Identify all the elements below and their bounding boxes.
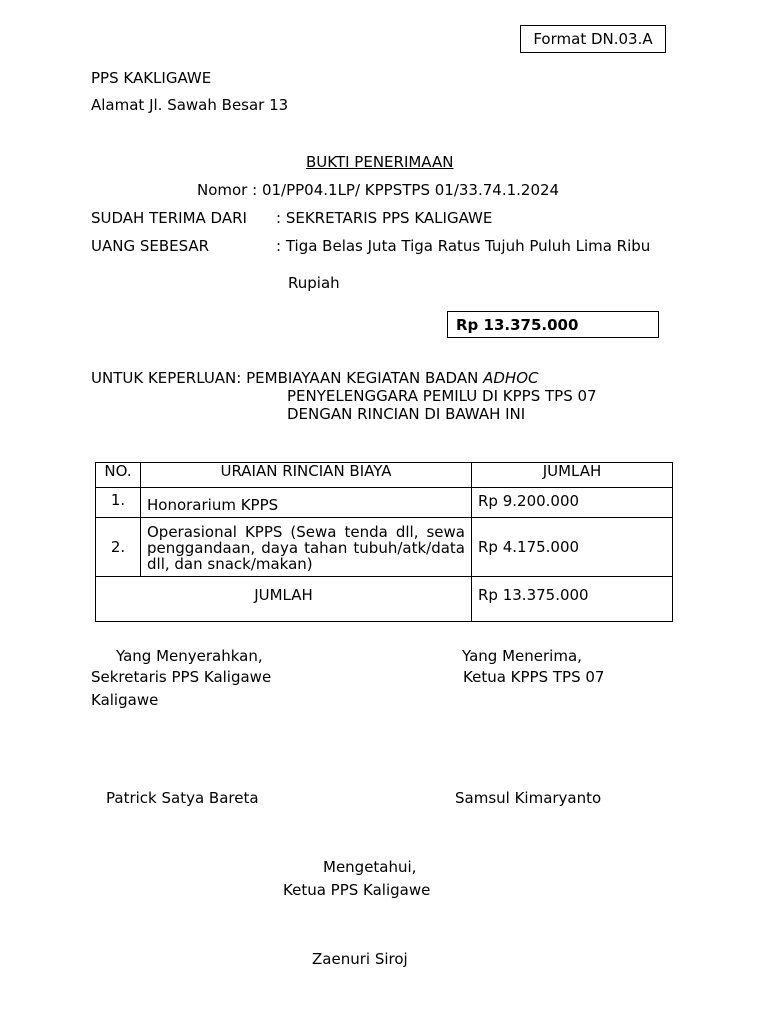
total-amount: Rp 13.375.000	[472, 577, 673, 622]
purpose-line1	[91, 369, 538, 387]
left-sign-name: Patrick Satya Bareta	[106, 789, 259, 807]
row-amount: Rp 9.200.000	[472, 488, 673, 518]
received-from-value: : SEKRETARIS PPS KALIGAWE	[276, 209, 493, 227]
format-code-box: Format DN.03.A	[520, 25, 666, 53]
row-no: 2.	[96, 518, 141, 577]
org-address: Alamat Jl. Sawah Besar 13	[91, 96, 289, 114]
amount-words-line2: Rupiah	[288, 274, 340, 292]
purpose-line2: PENYELENGGARA PEMILU DI KPPS TPS 07	[287, 387, 597, 405]
document-title: BUKTI PENERIMAAN	[306, 153, 454, 171]
center-sign-role: Mengetahui,	[323, 858, 417, 876]
table-row	[96, 518, 673, 577]
row-amount: Rp 4.175.000	[472, 518, 673, 577]
document-number: Nomor : 01/PP04.1LP/ KPPSTPS 01/33.74.1.2024	[197, 181, 560, 199]
header-description: URAIAN RINCIAN BIAYA	[141, 463, 472, 488]
cost-breakdown-table	[95, 462, 673, 622]
center-sign-title: Ketua PPS Kaligawe	[283, 881, 431, 899]
row-description: Operasional KPPS (Sewa tenda dll, sewa penggandaan, daya tahan tubuh/atk/data dll, dan snack/makan)	[141, 518, 472, 577]
right-sign-title: Ketua KPPS TPS 07	[463, 668, 605, 686]
left-sign-title-cont: Kaligawe	[91, 691, 159, 709]
total-label: JUMLAH	[96, 577, 472, 622]
right-sign-role: Yang Menerima,	[462, 647, 582, 665]
row-no: 1.	[96, 488, 141, 518]
amount-label: UANG SEBESAR	[91, 237, 210, 255]
amount-figure-box: Rp 13.375.000	[447, 311, 659, 338]
right-sign-name: Samsul Kimaryanto	[455, 789, 602, 807]
table-row	[96, 488, 673, 518]
received-from-label: SUDAH TERIMA DARI	[91, 209, 247, 227]
header-no: NO.	[96, 463, 141, 488]
org-name: PPS KAKLIGAWE	[91, 69, 212, 87]
center-sign-name: Zaenuri Siroj	[312, 950, 408, 968]
table-header-row	[96, 463, 673, 488]
table-total-row	[96, 577, 673, 622]
left-sign-role: Yang Menyerahkan,	[116, 647, 263, 665]
amount-words-line1: : Tiga Belas Juta Tiga Ratus Tujuh Puluh Lima Ribu	[276, 237, 651, 255]
row-description: Honorarium KPPS	[141, 488, 472, 518]
header-amount: JUMLAH	[472, 463, 673, 488]
left-sign-title: Sekretaris PPS Kaligawe	[91, 668, 272, 686]
purpose-italic-word: ADHOC	[483, 369, 539, 387]
purpose-prefix: UNTUK KEPERLUAN: PEMBIAYAAN KEGIATAN BADAN	[91, 369, 484, 387]
purpose-line3: DENGAN RINCIAN DI BAWAH INI	[287, 405, 526, 423]
